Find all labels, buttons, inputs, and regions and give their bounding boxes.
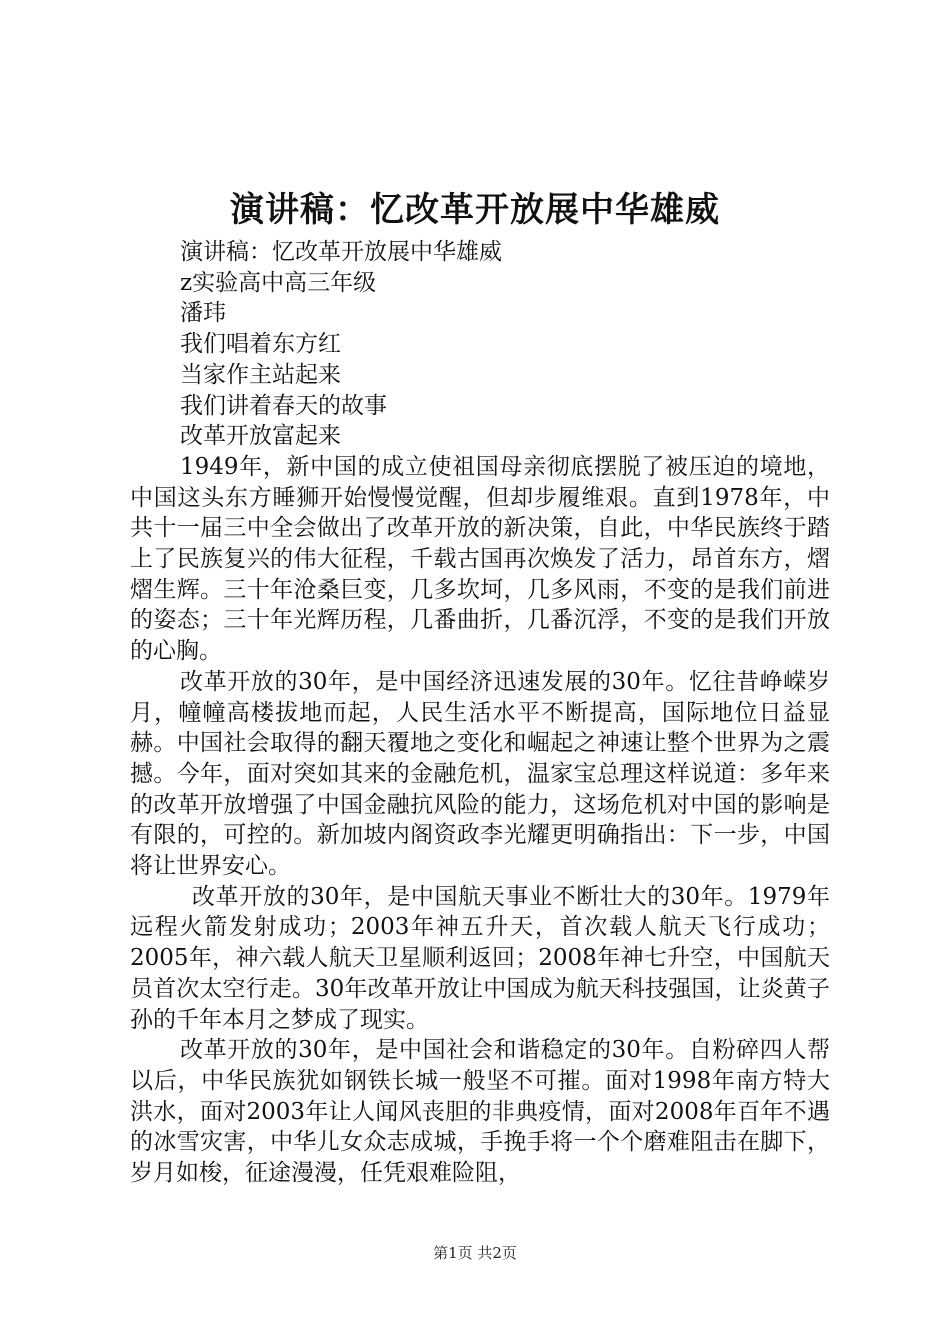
page-footer: 第1页 共2页 bbox=[433, 1244, 517, 1262]
body-paragraph: 改革开放的30年，是中国社会和谐稳定的30年。自粉碎四人帮以后，中华民族犹如钢铁长城一般坚不可摧。面对1998年南方特大洪水，面对2003年让人闻风丧胆的非典疫情，面对2008年百年不遇的冰雪灾害，中华儿女众志成城，手挽手将一个个磨难阻击在脚下，岁月如梭，征途漫漫，任凭艰难险阻， bbox=[130, 1037, 830, 1187]
body-paragraph: 改革开放的30年，是中国航天事业不断壮大的30年。1979年远程火箭发射成功；2003年神五升天，首次载人航天飞行成功；2005年，神六载人航天卫星顺利返回；2008年神七升空，中国航天员首次太空行走。30年改革开放让中国成为航天科技强国，让炎黄子孙的千年本月之梦成了现实。 bbox=[130, 883, 830, 1033]
body-paragraph: 1949年，新中国的成立使祖国母亲彻底摆脱了被压迫的境地，中国这头东方睡狮开始慢慢觉醒，但却步履维艰。直到1978年，中共十一届三中全会做出了改革开放的新决策，自此，中华民族终于踏上了民族复兴的伟大征程，千载古国再次焕发了活力，昂首东方，熠熠生辉。三十年沧桑巨变，几多坎坷，几多风雨，不变的是我们前进的姿态；三十年光辉历程，几番曲折，几番沉浮，不变的是我们开放的心胸。 bbox=[130, 453, 830, 665]
document-title: 演讲稿：忆改革开放展中华雄威 bbox=[230, 190, 720, 230]
school-line: z实验高中高三年级 bbox=[180, 269, 377, 296]
document-body bbox=[130, 237, 830, 1189]
subtitle-line: 演讲稿：忆改革开放展中华雄威 bbox=[180, 239, 502, 265]
verse-line: 当家作主站起来 bbox=[180, 361, 341, 388]
verse-line: 我们唱着东方红 bbox=[180, 331, 341, 358]
body-paragraph: 改革开放的30年，是中国经济迅速发展的30年。忆往昔峥嵘岁月，幢幢高楼拔地而起，人民生活水平不断提高，国际地位日益显赫。中国社会取得的翻天覆地之变化和崛起之神速让整个世界为之震撼。今年，面对突如其来的金融危机，温家宝总理这样说道：多年来的改革开放增强了中国金融抗风险的能力，这场危机对中国的影响是有限的，可控的。新加坡内阁资政李光耀更明确指出：下一步，中国将让世界安心。 bbox=[130, 668, 830, 880]
verse-line: 改革开放富起来 bbox=[180, 423, 341, 450]
verse-line: 我们讲着春天的故事 bbox=[180, 392, 387, 419]
author-line: 潘玮 bbox=[180, 300, 226, 327]
